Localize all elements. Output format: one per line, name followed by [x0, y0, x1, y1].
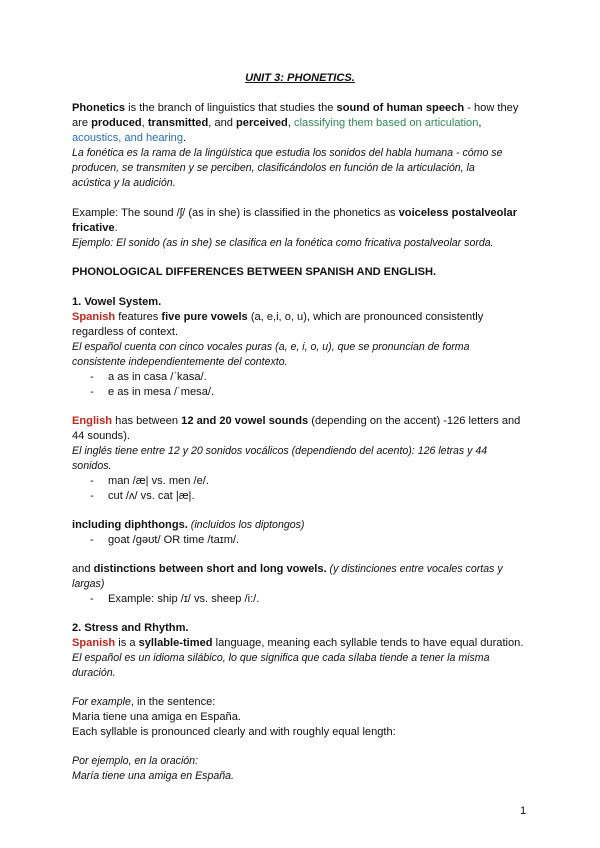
list-item: - cut /ʌ/ vs. cat |æ|. [90, 490, 195, 502]
intro-spanish-line: producen, se transmiten y se perciben, clasificándolos en función de la articulación, la [72, 162, 475, 174]
stress-heading: 2. Stress and Rhythm. [72, 622, 189, 634]
stress-example-line-1: For example, in the sentence: [72, 696, 216, 708]
vowel-heading: 1. Vowel System. [72, 296, 162, 308]
distinctions-line-2: largas) [72, 578, 105, 590]
stress-example-line-3: Each syllable is pronounced clearly and with roughly equal length: [72, 726, 396, 738]
stress-translation: El español es un idioma silábico, lo que significa que cada sílaba tiende a tener la misma [72, 652, 490, 664]
spanish-vowel-line-2: regardless of context. [72, 326, 179, 338]
list-item: - man /æ| vs. men /e/. [90, 475, 209, 487]
intro-spanish-line: acústica y la audición. [72, 177, 176, 189]
spanish-vowel-translation: El español cuenta con cinco vocales puras (a, e, i, o, u), que se pronuncian de forma [72, 341, 470, 353]
spanish-vowel-line-1: Spanish features five pure vowels (a, e,i, o, u), which are pronounced consistently [72, 311, 484, 323]
english-vowel-translation: sonidos. [72, 460, 112, 472]
diphthongs-line: including diphthongs. (incluidos los diptongos) [72, 519, 305, 531]
list-item: - a as in casa /ˈkasa/. [90, 371, 207, 383]
page-title: UNIT 3: PHONETICS. [245, 72, 355, 84]
spanish-vowel-translation: consistente independientemente del contexto. [72, 356, 288, 368]
english-vowel-line-2: 44 sounds). [72, 430, 130, 442]
stress-line-1: Spanish is a syllable-timed language, meaning each syllable tends to have equal duration. [72, 637, 524, 649]
stress-translation: duración. [72, 667, 116, 679]
stress-example-line-2: Maria tiene una amiga en España. [72, 711, 241, 723]
intro-line-3: acoustics, and hearing. [72, 132, 187, 144]
blue-highlight-text: acoustics, and hearing [72, 132, 184, 144]
intro-line-2: are produced, transmitted, and perceived, classifying them based on articulation, [72, 117, 482, 129]
list-item: - e as in mesa /ˈmesa/. [90, 386, 215, 398]
distinctions-line-1: and distinctions between short and long vowels. (y distinciones entre vocales cortas y [72, 563, 503, 575]
example-line-2: fricative. [72, 222, 118, 234]
intro-line-1: Phonetics is the branch of linguistics that studies the sound of human speech - how they [72, 102, 519, 114]
list-item: - Example: ship /ɪ/ vs. sheep /i:/. [90, 593, 260, 605]
example-line-1: Example: The sound /ʃ/ (as in she) is classified in the phonetics as voiceless postalveolar [72, 207, 518, 219]
intro-spanish-line: La fonética es la rama de la lingüística que estudia los sonidos del habla humana - cómo se [72, 147, 503, 159]
section-heading: PHONOLOGICAL DIFFERENCES BETWEEN SPANISH AND ENGLISH. [72, 266, 437, 278]
example-spanish-line: Ejemplo: El sonido (as in she) se clasifica en la fonética como fricativa postalveolar sorda. [72, 237, 494, 249]
green-highlight-text: classifying them based on articulation [294, 117, 479, 129]
stress-example-spanish-1: Por ejemplo, en la oración: [72, 755, 199, 767]
english-vowel-translation: El inglés tiene entre 12 y 20 sonidos vocálicos (dependiendo del acento): 126 letras y 44 [72, 445, 488, 457]
list-item: - goat /gəʊt/ OR time /taɪm/. [90, 534, 240, 546]
stress-example-spanish-2: María tiene una amiga en España. [72, 770, 234, 782]
english-vowel-line-1: English has between 12 and 20 vowel sounds (depending on the accent) -126 letters and [72, 415, 521, 427]
page-number: 1 [520, 805, 527, 817]
